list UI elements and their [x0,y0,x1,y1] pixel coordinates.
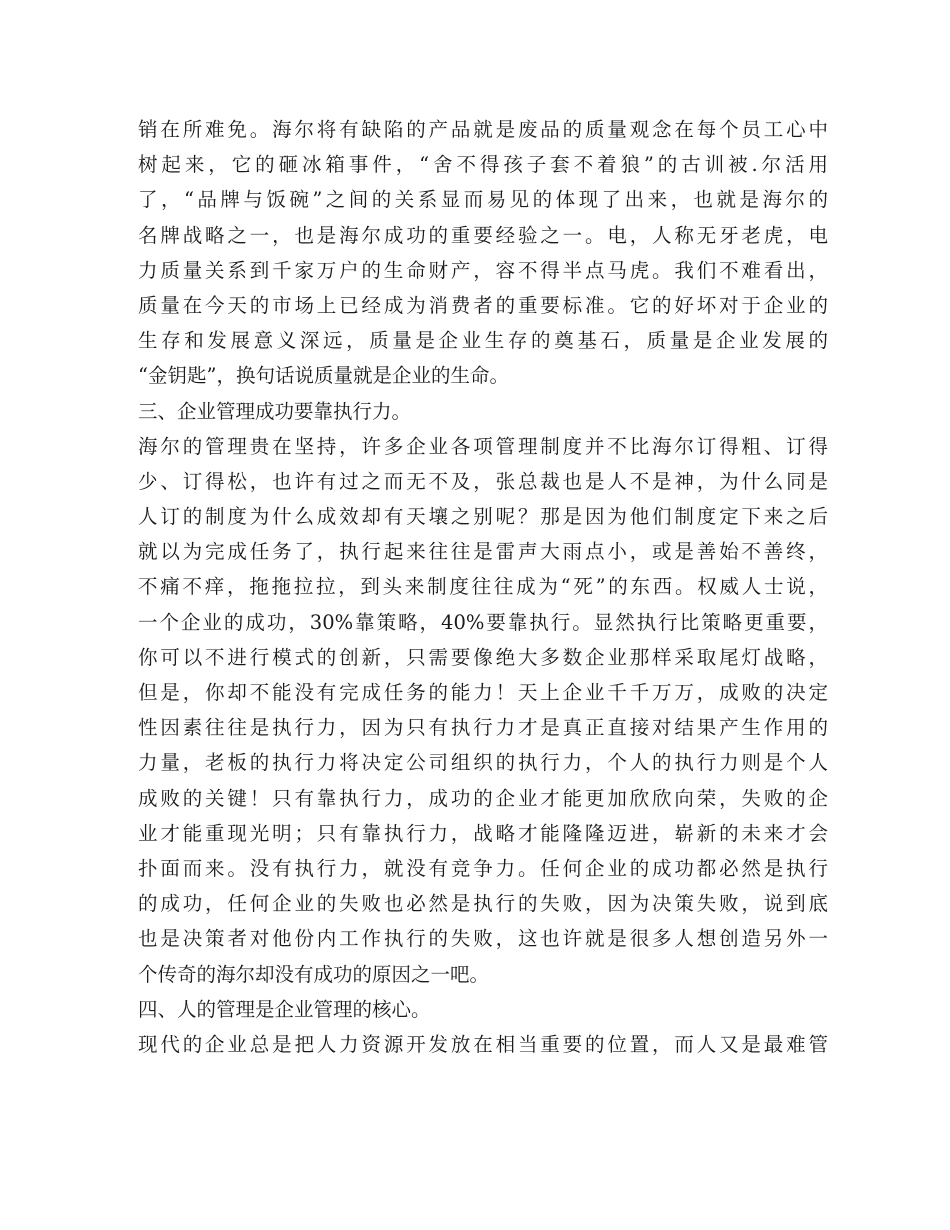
text-line: 你可以不进行模式的创新，只需要像绝大多数企业那样采取尾灯战略， [138,645,828,669]
body-text [138,112,828,1062]
text-line: 海尔的管理贵在坚持，许多企业各项管理制度并不比海尔订得粗、订得 [138,434,828,458]
text-line: 现代的企业总是把人力资源开发放在相当重要的位置，而人又是最难管 [138,1032,828,1056]
text-line: 就以为完成任务了，执行起来往往是雷声大雨点小，或是善始不善终， [138,540,828,564]
text-line: 成败的关键！只有靠执行力，成功的企业才能更加欣欣向荣，失败的企 [138,786,828,810]
text-line: 树起来，它的砸冰箱事件，“舍不得孩子套不着狼”的古训被.尔活用 [138,153,828,177]
text-line: 也是决策者对他份内工作执行的失败，这也许就是很多人想创造另外一 [138,927,828,951]
text-line: 但是，你却不能没有完成任务的能力！天上企业千千万万，成败的决定 [138,681,828,704]
text-line: 一个企业的成功，30%靠策略，40%要靠执行。显然执行比策略更重要， [138,610,828,634]
text-line: 了，“品牌与饭碗”之间的关系显而易见的体现了出来，也就是海尔的 [138,188,828,212]
text-line: 力量，老板的执行力将决定公司组织的执行力，个人的执行力则是个人 [138,751,828,775]
text-line: 个传奇的海尔却没有成功的原因之一吧。 [138,962,490,986]
text-line: 生存和发展意义深远，质量是企业生存的奠基石，质量是企业发展的 [138,329,828,353]
text-line: 销在所难免。海尔将有缺陷的产品就是废品的质量观念在每个员工心中 [138,118,828,141]
text-line: 不痛不痒，拖拖拉拉，到头来制度往往成为“死”的东西。权威人士说， [138,575,828,599]
text-line: 业才能重现光明；只有靠执行力，战略才能隆隆迈进，崭新的未来才会 [138,821,828,845]
text-line: 人订的制度为什么成效却有天壤之别呢？那是因为他们制度定下来之后 [138,505,828,529]
section-heading: 四、人的管理是企业管理的核心。 [138,997,431,1021]
text-line: 性因素往往是执行力，因为只有执行力才是真正直接对结果产生作用的 [138,716,828,740]
text-line: 的成功，任何企业的失败也必然是执行的失败，因为决策失败，说到底 [138,892,828,916]
text-line: 力质量关系到千家万户的生命财产，容不得半点马虎。我们不难看出， [138,258,828,282]
section-heading: 三、企业管理成功要靠执行力。 [138,399,412,423]
text-line: 名牌战略之一，也是海尔成功的重要经验之一。电，人称无牙老虎，电 [138,223,828,247]
text-line: 质量在今天的市场上已经成为消费者的重要标准。它的好坏对于企业的 [138,293,828,317]
text-line: 少、订得松，也许有过之而无不及，张总裁也是人不是神，为什么同是 [138,469,828,493]
text-line: “金钥匙”，换句话说质量就是企业的生命。 [138,364,509,388]
text-line: 扑面而来。没有执行力，就没有竞争力。任何企业的成功都必然是执行 [138,856,828,880]
